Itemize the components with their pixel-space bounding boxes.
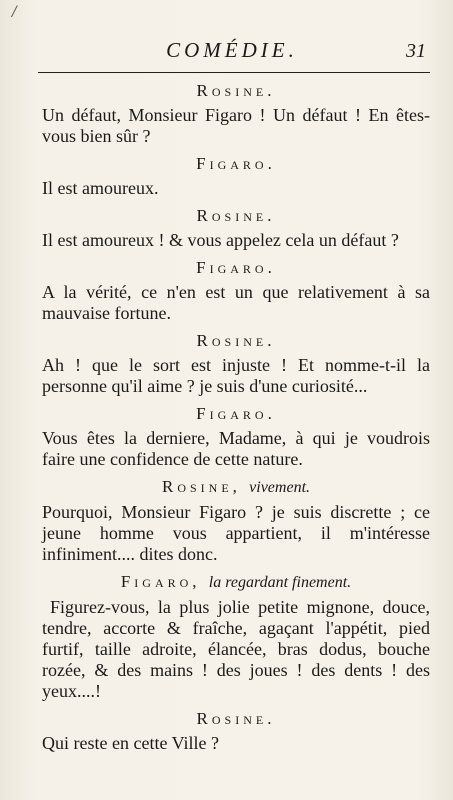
speech-text: Il est amoureux. bbox=[42, 178, 159, 198]
speech-text: Il est amoureux ! & vous appelez cela un défaut ? bbox=[42, 230, 399, 250]
dialogue-body bbox=[42, 77, 430, 757]
corner-mark: / bbox=[12, 4, 17, 20]
running-head bbox=[38, 38, 426, 70]
speech-text: Vous êtes la derniere, Madame, à qui je voudrois faire une confidence de cette nature. bbox=[42, 428, 430, 469]
speaker-label: Figaro. bbox=[196, 258, 276, 277]
speech-text: Pourquoi, Monsieur Figaro ? je suis discrette ; ce jeune homme vous appartient, il m'intéresse infiniment.... dites donc. bbox=[42, 502, 430, 564]
page-number: 31 bbox=[406, 40, 426, 62]
header-rule bbox=[38, 72, 430, 73]
stage-direction: vivement. bbox=[249, 479, 311, 496]
speaker-name bbox=[42, 473, 430, 500]
speaker-label: Figaro, bbox=[120, 572, 201, 591]
speaker-name bbox=[42, 400, 430, 426]
stage-direction: la regardant finement. bbox=[208, 574, 352, 591]
speaker-label: Rosine, bbox=[161, 477, 241, 496]
speaker-label: Figaro. bbox=[196, 404, 276, 423]
speaker-label: Figaro. bbox=[196, 154, 276, 173]
speech-text: A la vérité, ce n'en est un que relativement à sa mauvaise fortune. bbox=[42, 282, 430, 323]
speaker-name bbox=[42, 77, 430, 103]
speech-text: Figurez-vous, la plus jolie petite mignone, douce, tendre, accorte & fraîche, agaçant l'appétit, pied furtif, taille adroite, élancée, bras dodus, bouche rozée, & des mains ! des joues ! des dents ! des yeux....! bbox=[42, 597, 430, 701]
speaker-label: Rosine. bbox=[196, 331, 276, 350]
speech-text: Qui reste en cette Ville ? bbox=[42, 733, 220, 753]
speaker-label: Rosine. bbox=[196, 206, 276, 225]
speaker-label: Rosine. bbox=[196, 709, 276, 728]
speaker-name bbox=[42, 568, 430, 595]
speaker-name bbox=[42, 327, 430, 353]
speaker-name bbox=[42, 254, 430, 280]
speech-text: Un défaut, Monsieur Figaro ! Un défaut ! En êtes-vous bien sûr ? bbox=[42, 105, 430, 146]
speaker-name bbox=[42, 202, 430, 228]
speaker-name bbox=[42, 705, 430, 731]
running-title: COMÉDIE. bbox=[166, 38, 298, 62]
speaker-label: Rosine. bbox=[196, 81, 276, 100]
speaker-name bbox=[42, 150, 430, 176]
speech-text: Ah ! que le sort est injuste ! Et nomme-t-il la personne qu'il aime ? je suis d'une curiosité... bbox=[42, 355, 430, 396]
